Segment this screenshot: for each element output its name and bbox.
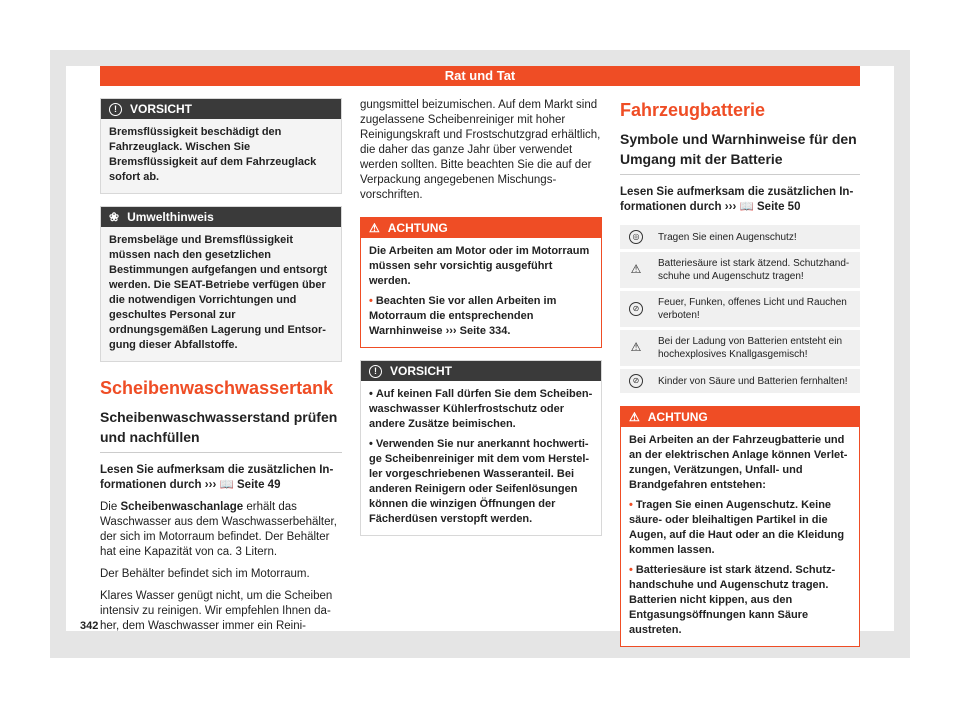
paragraph: Klares Wasser genügt nicht, um die Scheiben intensiv zu reinigen. Wir empfehlen Ihnen daher, dem Waschwasser immer ein Reini- (100, 590, 333, 632)
subsection-title: Symbole und Warnhinweise für den Umgang mit der Batterie (620, 129, 860, 175)
lead-text: Lesen Sie aufmerksam die zusätzlichen Informationen durch ››› 📖 Seite 50 (620, 186, 854, 213)
flower-icon: ❀ (109, 210, 120, 224)
environment-text: Bremsbeläge und Bremsflüssigkeit müssen nach den gesetzlichen Bestimmungen aufgefangen und entsorgt werden. Die SEAT-Betriebe verfügen über die notwendigen Vorrichtungen und geschultes Personal zur ordnungsgemäßen Lagerung und Entsorgung dieser Abfallstoffe. (101, 227, 341, 361)
environment-box (100, 206, 342, 362)
table-row: ⊘ Kinder von Säure und Batterien fernhalten! (620, 369, 860, 393)
page-link[interactable]: Seite 50 (757, 201, 801, 213)
goggles-icon: ◎ (629, 230, 643, 244)
no-fire-icon: ⊘ (629, 302, 643, 316)
caution-box (100, 98, 342, 194)
paragraph: Die Scheibenwaschanlage erhält das Waschwasser aus dem Waschwasserbehälter, der sich im Motorraum befindet. Der Behälter hat eine Kapazität von ca. 3 Litern. (100, 501, 337, 558)
warning-bullet: • Tragen Sie einen Augenschutz. Keine säure- oder bleihaltigen Partikel in die Augen, auf die Haut oder an die Kleidung kommen lassen. (629, 499, 845, 556)
table-row: ⚠ Batteriesäure ist stark ätzend. Schutzhandschuhe und Augenschutz tragen! (620, 252, 860, 288)
column-right (620, 98, 860, 659)
book-icon: 📖 (739, 201, 754, 213)
warning-bullet: • Batteriesäure ist stark ätzend. Schutzhandschuhe und Augenschutz tragen. Batterien nicht kippen, aus den Entgasungsöffnungen kann Säure austreten. (629, 564, 836, 636)
caution-text: Bremsflüssigkeit beschädigt den Fahrzeuglack. Wischen Sie Bremsflüssigkeit auf dem Fahrzeuglack sofort ab. (101, 119, 341, 193)
page-number: 342 (80, 620, 99, 632)
table-row: ◎ Tragen Sie einen Augenschutz! (620, 225, 860, 249)
keep-away-children-icon: ⊘ (629, 374, 643, 388)
column-left (100, 98, 342, 641)
warning-box (360, 217, 602, 348)
page-link[interactable]: Seite 49 (237, 479, 281, 491)
warning-box (620, 406, 860, 647)
table-row: ⊘ Feuer, Funken, offenes Licht und Rauchen verboten! (620, 291, 860, 327)
column-middle (360, 98, 602, 548)
caution-box (360, 360, 602, 536)
caution-bullet: • Verwenden Sie nur anerkannt hochwertige Scheibenreiniger mit dem vom Hersteller vorgeschriebenen Wasseranteil. Bei anderen Reinigern oder Seifenlösungen können die winzigen Öffnungen der Fächerdüsen verstopft werden. (369, 438, 590, 525)
environment-title: Umwelthinweis (127, 210, 214, 224)
caution-title: VORSICHT (130, 102, 193, 116)
info-circle-icon: ! (369, 365, 382, 378)
warning-triangle-icon: ⚠ (369, 221, 380, 235)
paragraph: Der Behälter befindet sich im Motorraum. (100, 568, 310, 580)
explosive-icon: ⚠ (630, 340, 642, 354)
info-circle-icon: ! (109, 103, 122, 116)
warning-triangle-icon: ⚠ (629, 410, 640, 424)
subsection-title: Scheibenwaschwasserstand prüfen und nachfüllen (100, 407, 342, 453)
section-title: Scheibenwaschwassertank (100, 378, 334, 398)
table-row: ⚠ Bei der Ladung von Batterien entsteht ein hochexplosives Knallgasgemisch! (620, 330, 860, 366)
corrosive-icon: ⚠ (630, 262, 642, 276)
paragraph: gungsmittel beizumischen. Auf dem Markt sind zugelassene Scheibenreiniger mit hoher Reinigungskraft und Frostschutzgrad erhältlich, die daher das ganze Jahr über verwendet werden sollten. Bitte beachten Sie die auf der Verpackung angegebenen Mischungsvorschriften. (360, 99, 601, 201)
warning-text: Die Arbeiten am Motor oder im Motorraum müssen sehr vorsichtig ausgeführt werden. (369, 245, 590, 287)
warning-bullet: • Beachten Sie vor allen Arbeiten im Motorraum die entsprechenden Warnhinweise ››› Seite 334. (369, 295, 557, 337)
chapter-header: Rat und Tat (100, 66, 860, 86)
warning-title: ACHTUNG (387, 221, 448, 235)
warning-text: Bei Arbeiten an der Fahrzeugbatterie und an der elektrischen Anlage können Verletzungen, Verätzungen, Unfall- und Brandgefahren entstehen: (629, 434, 848, 491)
caution-bullet: • Auf keinen Fall dürfen Sie dem Scheibenwaschwasser Kühlerfrostschutz oder andere Zusätze beimischen. (369, 388, 593, 430)
book-icon: 📖 (219, 479, 234, 491)
caution-title: VORSICHT (390, 364, 453, 378)
lead-text: Lesen Sie aufmerksam die zusätzlichen Informationen durch ››› 📖 Seite 49 (100, 464, 334, 491)
symbol-table (620, 222, 860, 396)
warning-title: ACHTUNG (647, 410, 708, 424)
section-title: Fahrzeugbatterie (620, 100, 766, 120)
